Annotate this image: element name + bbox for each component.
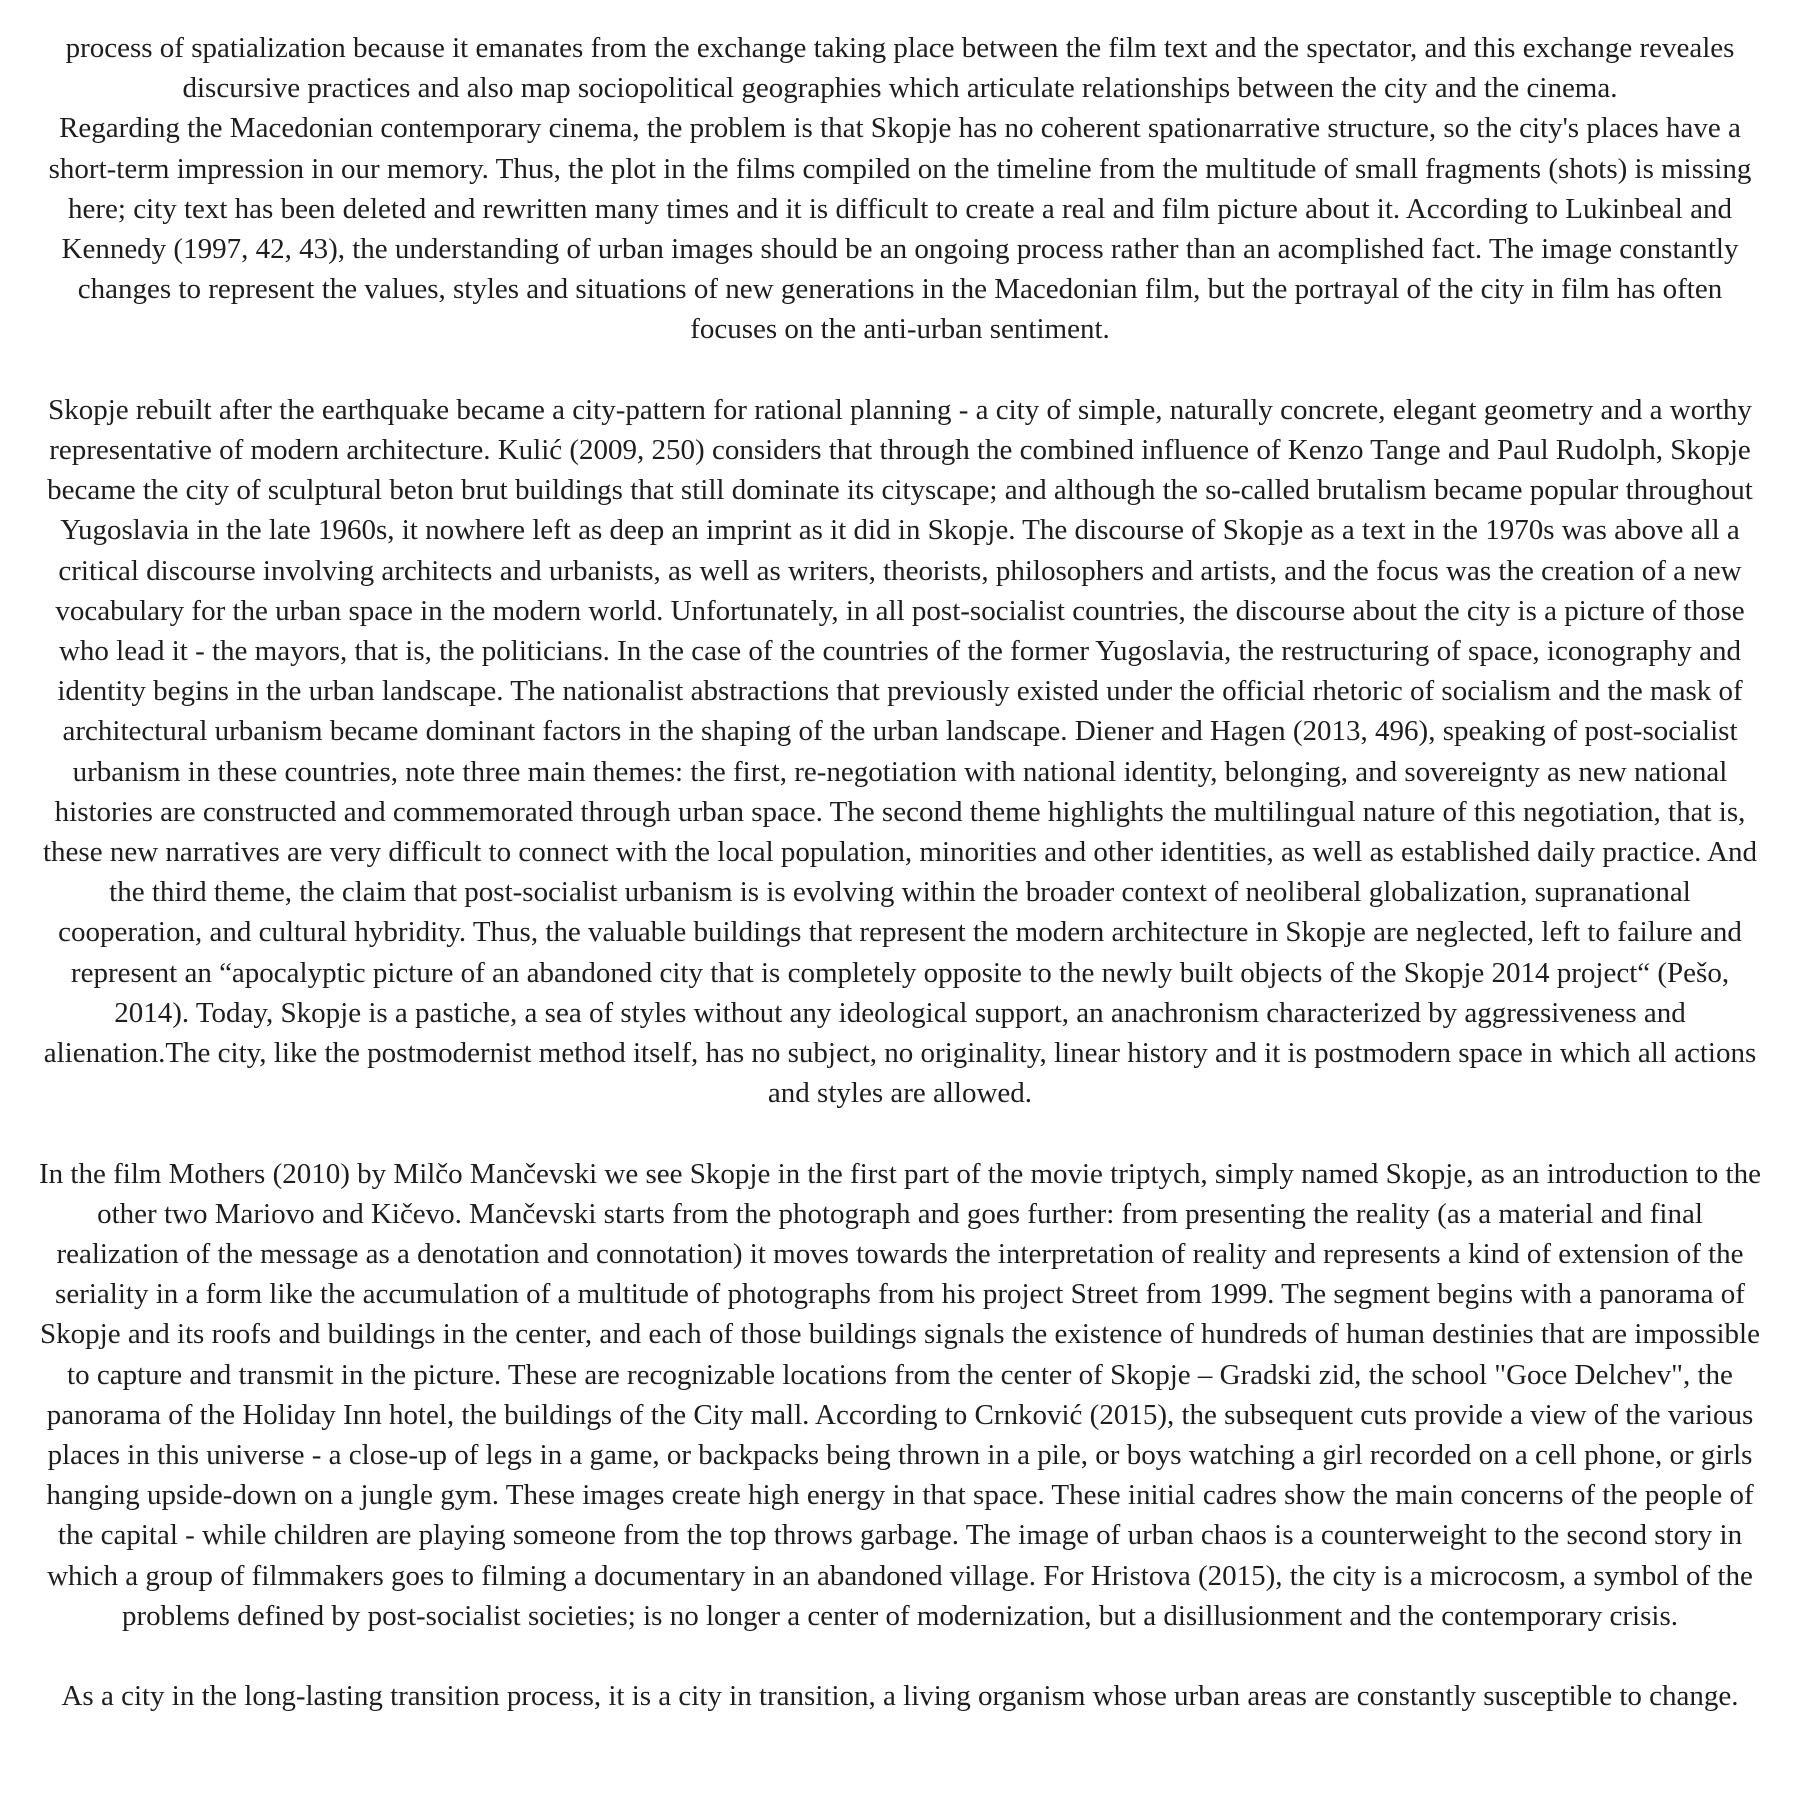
paragraph-film-mothers: In the film Mothers (2010) by Milčo Mančevski we see Skopje in the first part of the movie triptych, simply named Skopje, as an introduction to the other two Mariovo and Kičevo. Mančevski starts from the photograph and goes further: from presenting the reality (as a material and final realization of the message as a denotation and connotation) it moves towards the interpretation of reality and represents a kind of extension of the seriality in a form like the accumulation of a multitude of photographs from his project Street from 1999. The segment begins with a panorama of Skopje and its roofs and buildings in the center, and each of those buildings signals the existence of hundreds of human destinies that are impossible to capture and transmit in the picture. These are recognizable locations from the center of Skopje – Gradski zid, the school "Goce Delchev", the panorama of the Holiday Inn hotel, the buildings of the City mall. According to Crnković (2015), the subsequent cuts provide a view of the various places in this universe - a close-up of legs in a game, or backpacks being thrown in a pile, or boys watching a girl recorded on a cell phone, or girls hanging upside-down on a jungle gym. These images create high energy in that space. These initial cadres show the main concerns of the people of the capital - while children are playing someone from the top throws garbage. The image of urban chaos is a counterweight to the second story in which a group of filmmakers goes to filming a documentary in an abandoned village. For Hristova (2015), the city is a microcosm, a symbol of the problems defined by post-socialist societies; is no longer a center of modernization, but a disillusionment and the contemporary crisis. <box>39 1157 1761 1632</box>
paragraph-spacer <box>38 1113 1762 1153</box>
paragraph-macedonian-cinema: Regarding the Macedonian contemporary cinema, the problem is that Skopje has no coherent spationarrative structure, so the city's places have a short-term impression in our memory. Thus, the plot in the films compiled on the timeline from the multitude of small fragments (shots) is missing here; city text has been deleted and rewritten many times and it is difficult to create a real and film picture about it. According to Lukinbeal and Kennedy (1997, 42, 43), the understanding of urban images should be an ongoing process rather than an acomplished fact. The image constantly changes to represent the values, styles and situations of new generations in the Macedonian film, but the portrayal of the city in film has often focuses on the anti-urban sentiment. <box>48 112 1752 346</box>
document-body <box>38 28 1762 1716</box>
paragraph-spacer <box>38 1636 1762 1676</box>
paragraph-city-in-transition: As a city in the long-lasting transition process, it is a city in transition, a living organism whose urban areas are constantly susceptible to change. <box>61 1680 1739 1713</box>
paragraph-continuation: process of spatialization because it emanates from the exchange taking place between the film text and the spectator, and this exchange reveales discursive practices and also map sociopolitical geographies which articulate relationships between the city and the cinema. <box>65 32 1735 105</box>
paragraph-spacer <box>38 350 1762 390</box>
paragraph-skopje-rebuilt: Skopje rebuilt after the earthquake became a city-pattern for rational planning - a city of simple, naturally concrete, elegant geometry and a worthy representative of modern architecture. Kulić (2009, 250) considers that through the combined influence of Kenzo Tange and Paul Rudolph, Skopje became the city of sculptural beton brut buildings that still dominate its cityscape; and although the so-called brutalism became popular throughout Yugoslavia in the late 1960s, it nowhere left as deep an imprint as it did in Skopje. The discourse of Skopje as a text in the 1970s was above all a critical discourse involving architects and urbanists, as well as writers, theorists, philosophers and artists, and the focus was the creation of a new vocabulary for the urban space in the modern world. Unfortunately, in all post-socialist countries, the discourse about the city is a picture of those who lead it - the mayors, that is, the politicians. In the case of the countries of the former Yugoslavia, the restructuring of space, iconography and identity begins in the urban landscape. The nationalist abstractions that previously existed under the official rhetoric of socialism and the mask of architectural urbanism became dominant factors in the shaping of the urban landscape. Diener and Hagen (2013, 496), speaking of post-socialist urbanism in these countries, note three main themes: the first, re-negotiation with national identity, belonging, and sovereignty as new national histories are constructed and commemorated through urban space. The second theme highlights the multilingual nature of this negotiation, that is, these new narratives are very difficult to connect with the local population, minorities and other identities, as well as established daily practice. And the third theme, the claim that post-socialist urbanism is is evolving within the broader context of neoliberal globalization, supranational cooperation, and cultural hybridity. Thus, the valuable buildings that represent the modern architecture in Skopje are neglected, left to failure and represent an “apocalyptic picture of an abandoned city that is completely opposite to the newly built objects of the Skopje 2014 project“ (Pešo, 2014). Today, Skopje is a pastiche, a sea of styles without any ideological support, an anachronism characterized by aggressiveness and alienation.The city, like the postmodernist method itself, has no subject, no originality, linear history and it is postmodern space in which all actions and styles are allowed. <box>43 393 1757 1110</box>
